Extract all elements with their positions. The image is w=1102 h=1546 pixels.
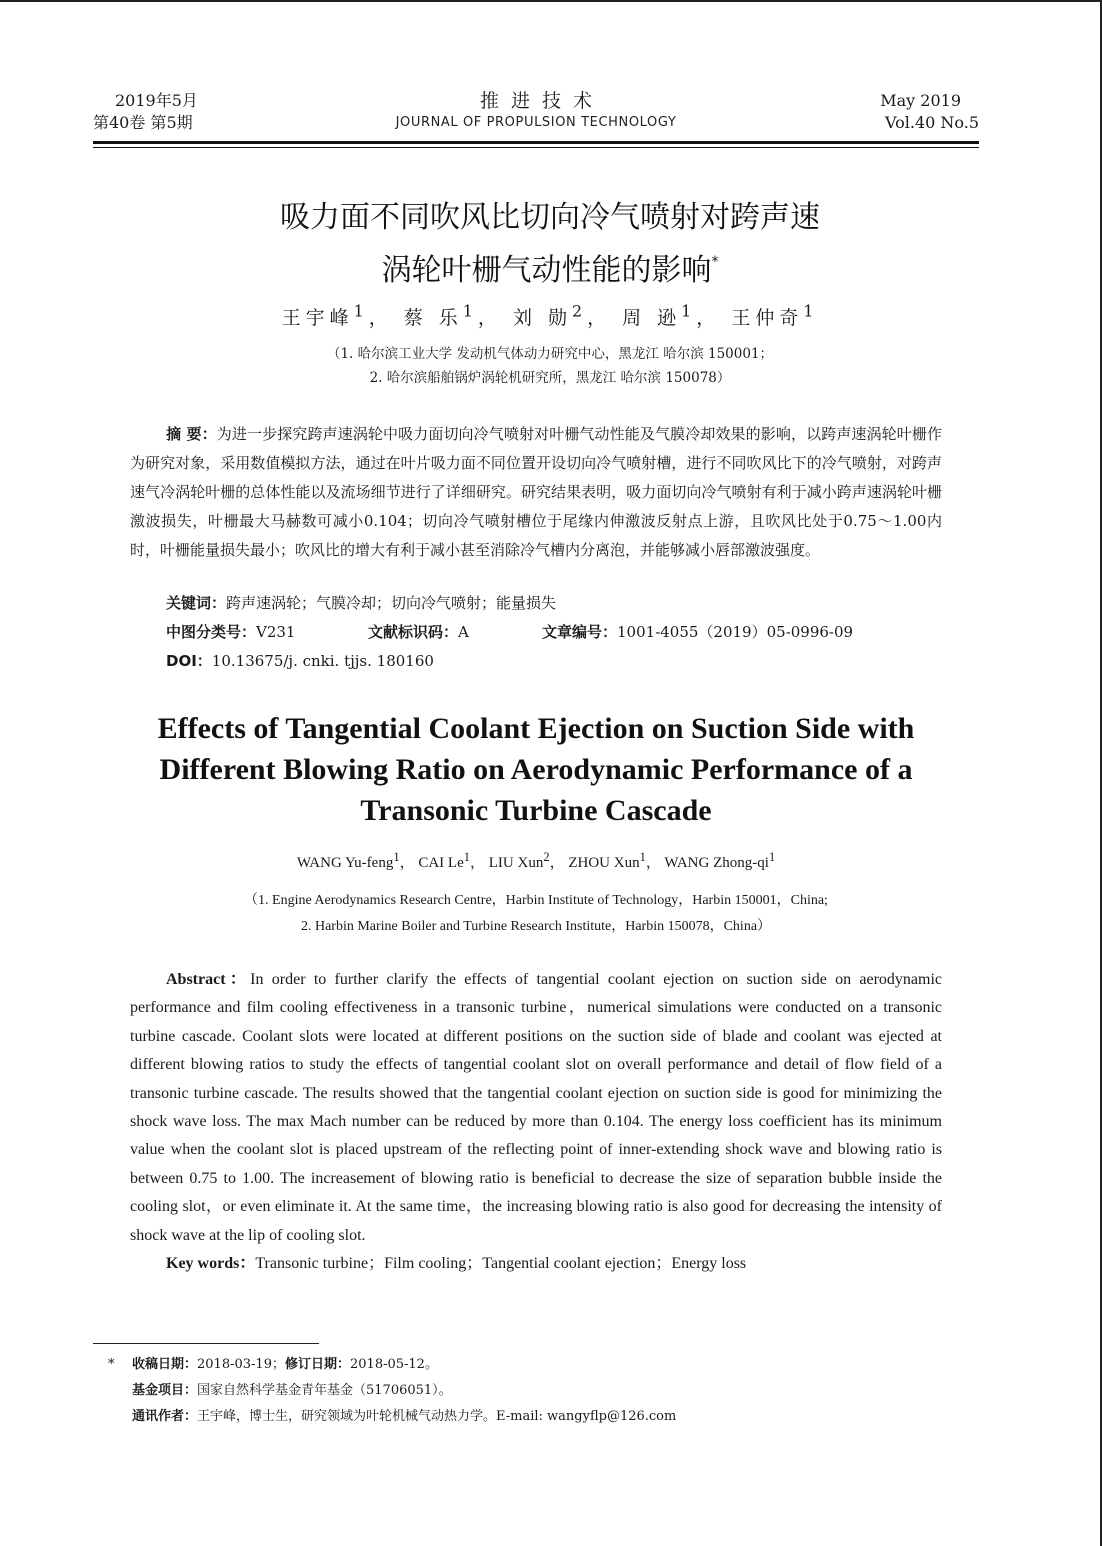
header-date-en: May 2019 xyxy=(880,91,961,110)
english-abstract-text: In order to further clarify the effects of tangential coolant ejection on suction side on aerodynamic performance and film cooling effectiveness in a transonic turbine，numerical simulations were conducted on a transonic turbine cascade. Coolant slots were located at different positions on the suction side of blade and coolant was ejected at different blowing ratios to study the effects of tangential coolant slot on overall performance and detail of flow field of a transonic turbine cascade. The results showed that the tangential coolant ejection on suction side is good for minimizing the shock wave loss. The max Mach number can be reduced by more than 0.104. The energy loss coefficient has its minimum value when the coolant slot is placed upstream of the reflecting point of inner-extending shock wave and blowing ratio is between 0.75 to 1.00. The increasement of blowing ratio is beneficial to decrease the size of separation bubble inside the cooling slot，or even eliminate it. At the same time，the increasing blowing ratio is also good for decreasing the intensity of shock wave at the lip of cooling slot. xyxy=(130,971,943,1244)
english-title-line-2: Different Blowing Ratio on Aerodynamic Performance of a xyxy=(159,753,913,786)
affiliation-line: 2. 哈尔滨船舶锅炉涡轮机研究所，黑龙江 哈尔滨 150078） xyxy=(369,370,731,386)
document-code-label: 文献标识码： xyxy=(368,623,459,641)
affiliation-line: （1. 哈尔滨工业大学 发动机气体动力研究中心，黑龙江 哈尔滨 150001； xyxy=(326,346,774,362)
author: 蔡 乐$^1$， xyxy=(403,302,502,330)
chinese-affiliations xyxy=(200,342,900,390)
english-title xyxy=(120,708,952,831)
revised-label: 修订日期： xyxy=(284,1357,350,1372)
english-keywords-text: Transonic turbine；Film cooling；Tangential coolant ejection；Energy loss xyxy=(255,1255,747,1272)
chinese-abstract xyxy=(130,420,942,565)
chinese-abstract-label: 摘 要： xyxy=(166,425,217,443)
english-abstract xyxy=(130,966,942,1250)
english-keywords xyxy=(166,1250,946,1278)
article-number-value: 1001-4055（2019）05-0996-09 xyxy=(617,623,854,641)
revised-date: 2018-05-12。 xyxy=(350,1357,438,1372)
chinese-keywords xyxy=(166,589,946,618)
header-date-cn: 2019年5月 xyxy=(115,91,198,110)
chinese-title-line-2-text: 涡轮叶栅气动性能的影响 xyxy=(381,253,712,288)
english-abstract-label: Abstract： xyxy=(166,971,251,988)
corresponding-author-value: 王宇峰，博士生，研究领域为叶轮机械气动热力学。E-mail: wangyflp@126.com xyxy=(197,1409,677,1424)
doi-value: 10.13675/j. cnki. tjjs. 180160 xyxy=(211,652,434,670)
received-label: 收稿日期： xyxy=(132,1357,198,1372)
received-date: 2018-03-19； xyxy=(197,1357,285,1372)
header-rule-thin xyxy=(93,147,979,148)
header-volume-cn: 第40卷 第5期 xyxy=(93,113,193,132)
english-keywords-label: Key words： xyxy=(166,1255,256,1272)
english-author-list xyxy=(150,846,922,874)
footnotes xyxy=(108,1352,938,1430)
doi-line xyxy=(166,647,946,676)
funding-label: 基金项目： xyxy=(132,1383,198,1398)
corresponding-author-label: 通讯作者： xyxy=(132,1409,198,1424)
footnote-rule xyxy=(93,1343,319,1344)
chinese-keywords-text: 跨声速涡轮；气膜冷却；切向冷气喷射；能量损失 xyxy=(226,594,557,612)
author: ZHOU Xun$^1$， xyxy=(568,850,661,871)
page-border-top xyxy=(0,0,1102,2)
author: WANG Zhong-$qi^1$ xyxy=(664,850,776,871)
running-header xyxy=(93,90,979,146)
article-number-label: 文章编号： xyxy=(542,623,618,641)
chinese-title xyxy=(150,196,950,293)
author: LIU Xun$^2$， xyxy=(488,850,565,871)
english-title-line-1: Effects of Tangential Coolant Ejection on Suction Side with xyxy=(157,712,915,745)
chinese-title-line-2 xyxy=(150,240,950,293)
chinese-title-line-1: 吸力面不同吹风比切向冷气喷射对跨声速 xyxy=(280,200,820,235)
affiliation-line: 2. Harbin Marine Boiler and Turbine Research Institute，Harbin 150078，China） xyxy=(300,919,772,934)
footnote-corresponding-author xyxy=(108,1404,938,1430)
english-title-line-3: Transonic Turbine Cascade xyxy=(360,794,712,827)
english-affiliations xyxy=(120,888,952,940)
author: 周 逊$^1$， xyxy=(622,302,721,330)
author: WANG Yu-feng$^1$， xyxy=(296,850,415,871)
author: 王宇峰$^1$， xyxy=(281,302,393,330)
funding-value: 国家自然科学基金青年基金（51706051）。 xyxy=(197,1383,452,1398)
document-code-value: A xyxy=(458,623,469,641)
journal-name-cn: 推进技术 xyxy=(479,90,604,112)
footnote-dates xyxy=(108,1352,938,1378)
header-center xyxy=(93,90,979,134)
author: CAI Le$^1$， xyxy=(418,850,486,871)
doi-label: DOI： xyxy=(166,652,212,670)
author: 王仲奇$^1$ xyxy=(731,302,819,330)
chinese-author-list xyxy=(200,298,900,332)
footnote-star: * xyxy=(108,1357,115,1372)
header-right xyxy=(880,90,979,134)
chinese-keywords-label: 关键词： xyxy=(166,594,227,612)
header-volume-en: Vol.40 No.5 xyxy=(885,113,979,132)
author: 刘 勋$^2$， xyxy=(512,302,612,330)
affiliation-line: （1. Engine Aerodynamics Research Centre，Harbin Institute of Technology，Harbin 150001，China; xyxy=(244,893,828,908)
title-footnote-mark: * xyxy=(711,254,719,270)
journal-name-en: JOURNAL OF PROPULSION TECHNOLOGY xyxy=(395,115,677,130)
classification-line xyxy=(166,618,946,647)
clc-label: 中图分类号： xyxy=(166,623,257,641)
chinese-abstract-text: 为进一步探究跨声速涡轮中吸力面切向冷气喷射对叶栅气动性能及气膜冷却效果的影响，以跨声速涡轮叶栅作为研究对象，采用数值模拟方法，通过在叶片吸力面不同位置开设切向冷气喷射槽，进行不同吹风比下的冷气喷射，对跨声速气冷涡轮叶栅的总体性能以及流场细节进行了详细研究。研究结果表明，吸力面切向冷气喷射有利于减小跨声速涡轮叶栅激波损失，叶栅最大马赫数可减小0.104；切向冷气喷射槽位于尾缘内伸激波反射点上游，且吹风比处于0.75～1.00内时，叶栅能量损失最小；吹风比的增大有利于减小甚至消除冷气槽内分离泡，并能够减小唇部激波强度。 xyxy=(130,425,942,559)
clc-value: V231 xyxy=(256,623,296,641)
header-rule-thick xyxy=(93,141,979,144)
footnote-funding xyxy=(108,1378,938,1404)
